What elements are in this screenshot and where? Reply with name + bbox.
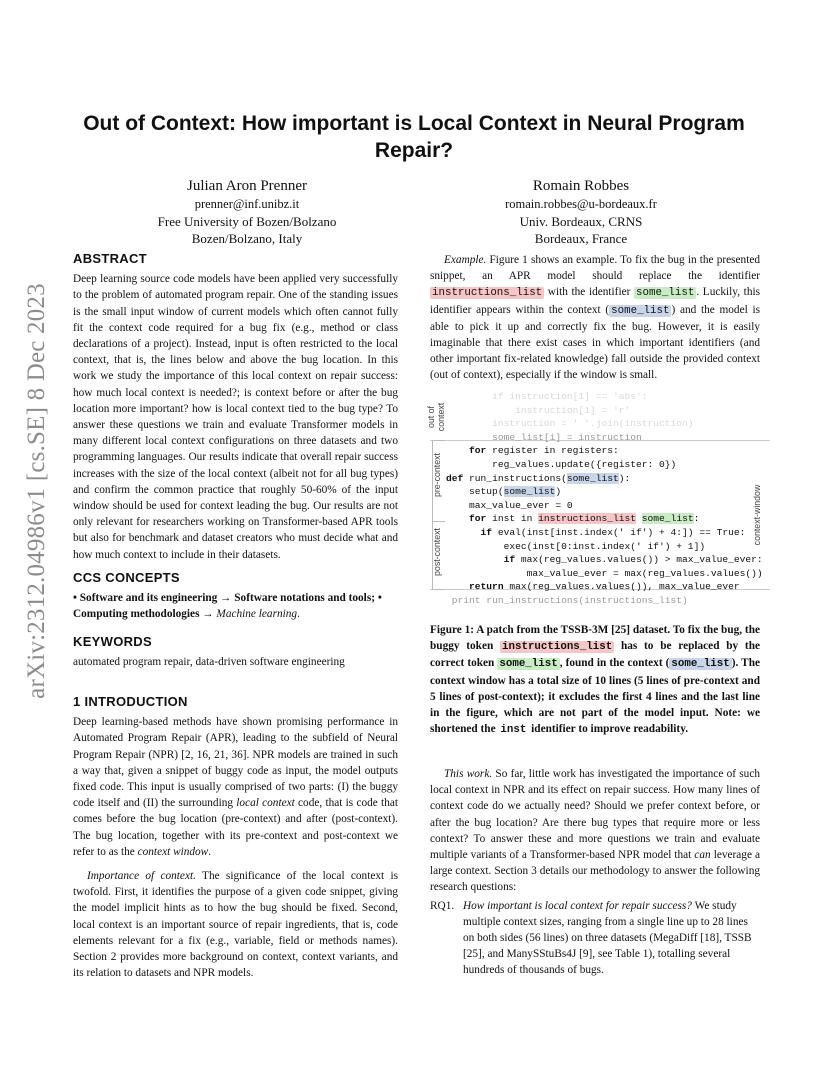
rq1-text: How important is local context for repair success? We study multiple context sizes, ranging from a single line up to 28 lines on both sides (56 lines) on three datasets (MegaDiff [18], TSSB [25], and ManySStuBs4J [9], see Table 1), totalling several hundreds of thousands of bugs. [463,899,752,977]
author-location: Bozen/Bolzano, Italy [191,231,303,246]
code-listing: if instruction[1] == 'abs': instruction[1] = 'r' instruction = ' '.join(instruction) some_list[i] = instruction for register in registers: reg_values.update({register: 0}) def run_instructions(some_list): setup(some_list) max_value_ever = 0 for inst in instructions_list some_list: if eval(inst[inst.index(' if') + 4:]) == True: exec(inst[0:inst.index(' if') + 1]) if max(reg_values.values()) > max_value_ever: max_value_ever = max(reg_values.values()) return max(reg_values.values()), max_value_ever print run_instructions(instructions_list) [446,391,763,606]
ccs-item-2: • Computing methodologies → [73,592,382,621]
pre-context-label: pre-context [432,453,442,498]
this-work-paragraph: This work. So far, little work has investigated the importance of such local context in NPR and its effect on repair success. How many lines of context code do we actually need? Should we prefer context before, or after the bug location? Are there bug types that require more or less context? To answer these and more questions we train and evaluate multiple variants of a Transformer-based NPR model that can leverage a large context. Section 3 details our methodology to answer the following research questions: [430,768,761,894]
post-context-label: post-context [432,528,442,576]
ccs-heading: CCS CONCEPTS [73,570,180,585]
caption-context-token: some_list [671,658,730,671]
figure-1-caption: Figure 1: A patch from the TSSB-3M [25] dataset. To fix the bug, the buggy token instructions_list has to be replaced by the correct token some_list , found in the context ( some_list ). The context window has a total size of 10 lines (5 lines of pre-context and 5 lines of post-context); it excludes the first 4 lines and the last line in the figure, which are not part of the model input. Note: we shortened the inst identifier to improve readability. [430,624,760,737]
ccs-item-1: • Software and its engineering → Software notations and tools; [73,592,375,605]
intro-paragraph-1: Deep learning-based methods have shown promising performance in Automated Program Repair (APR), leading to the subfield of Neural Program Repair (NPR) [2, 16, 21, 36]. NPR models are trained in such a way that, given a snippet of buggy code as input, the model outputs fixed code. This input is usually comprised of two parts: (I) the buggy code itself and (II) the surrounding local context code, that is code that comes before the bug location (pre-context) and after (post-context). The bug location, together with its pre-context and post-context we refer to as the context window. [73,716,398,858]
context-token: some_list [611,304,670,317]
abstract-section [73,251,398,563]
author-1 [107,176,387,247]
rq1-label: RQ1. [430,899,455,912]
author-email: prenner@inf.unibz.it [194,197,300,211]
author-affiliation: Univ. Bordeaux, CRNS [519,214,643,229]
paper-title: Out of Context: How important is Local Context in Neural Program Repair? [83,112,745,162]
this-work-section [430,766,760,979]
intro-heading: 1 INTRODUCTION [73,694,188,709]
arxiv-stamp [20,283,54,699]
ccs-text: • Software and its engineering → Software notations and tools; • Computing methodologies → Machine learning. [73,592,382,621]
author-email: romain.robbes@u-bordeaux.fr [505,197,657,211]
ccs-item-2-tail: Machine learning [216,608,298,621]
fixed-token: some_list [636,287,695,300]
abstract-text: Deep learning source code models have been applied very successfully to the problem of automated program repair. One of the standing issues is the small input window of current models which often cannot fully fit the context code required for a bug fix (e.g., method or class declarations of a project). Instead, input is often restricted to the local context, that is, the lines below and above the bug location. In this work we study the importance of this local context on repair success: how much local context is needed?; is context before or after the bug location more important? how is local context tied to the bug type? To answer these questions we train and evaluate Transformer models in many different local context configurations on three datasets and two programming languages. Our results indicate that overall repair success increases with the size of the local context (albeit not for all bug types) and confirm the common practice that roughly 50-60% of the input window should be used for context leading the bug. Our results are not only relevant for researchers working on Transformer-based APR tools but also for benchmark and dataset creators who must decide what and how much context to include in their datasets. [73,273,398,561]
arxiv-id: arXiv:2312.04986v1 [cs.SE] 8 Dec 2023 [23,283,51,699]
buggy-token: instructions_list [432,287,543,300]
pre-context-bracket [432,440,445,522]
example-paragraph: Example. Figure 1 shows an example. To fix the bug in the presented snippet, an APR model should replace the identifier instructions_list with the identifier some_list . Luckily, this identifier appears within the context ( some_list ) and the model is able to pick it up and correctly fix the bug. However, it is easily imaginable that there exist cases in which important identifiers (and other important fix-related knowledge) fall outside the provided context (out of context), especially if the window is small. [430,254,760,382]
intro-paragraph-2: Importance of context. The significance of the local context is twofold. First, it identifies the purpose of a given code snippet, giving the model implicit hints as to how the bug should be fixed. Second, local context is an important source of repair ingredients, that is, code elements relevant for a fix (e.g., variable, field or methods names). Section 2 provides more background on context, context variants, and its relation to datasets and NPR models. [73,870,398,980]
author-location: Bordeaux, France [534,231,628,246]
keywords-text: automated program repair, data-driven software engineering [73,656,345,669]
keywords-section [73,634,398,670]
author-name: Julian Aron Prenner [187,178,307,194]
keywords-heading: KEYWORDS [73,634,152,649]
caption-buggy-token: instructions_list [502,641,613,654]
caption-fixed-token: some_list [499,658,558,671]
author-name: Romain Robbes [532,178,630,194]
rq1-item [430,898,760,979]
post-context-bracket [432,521,445,590]
context-window-label: context-window [752,484,762,546]
abstract-heading: ABSTRACT [73,251,147,266]
out-of-context-label: out of context [426,402,446,432]
intro-section [73,694,398,981]
ccs-section [73,570,398,623]
author-affiliation: Free University of Bozen/Bolzano [157,214,337,229]
figure-1-code [426,390,770,606]
caption-inst-token: inst [500,724,527,737]
author-2 [441,176,721,247]
